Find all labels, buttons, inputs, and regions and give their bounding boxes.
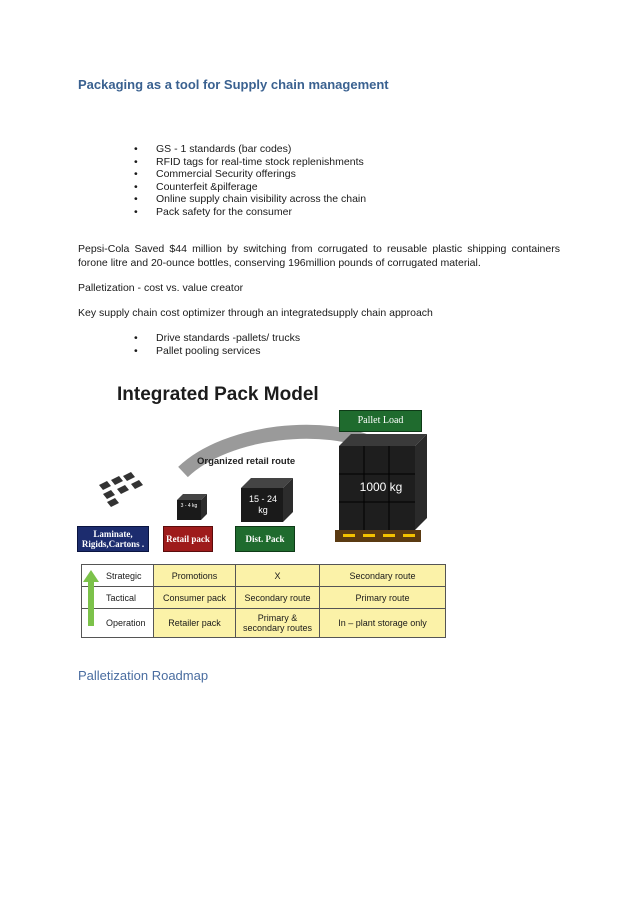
table-cell: Retailer pack <box>154 609 236 638</box>
table-cell: Consumer pack <box>154 587 236 609</box>
key-optimizer-line: Key supply chain cost optimizer through an integratedsupply chain approach <box>78 307 433 319</box>
bullet-item: • Counterfeit &pilferage <box>134 181 366 194</box>
table-cell: Promotions <box>154 565 236 587</box>
table-cell: Secondary route <box>236 587 320 609</box>
integrated-pack-model-figure <box>77 380 449 642</box>
pallet-load-label: Pallet Load <box>339 410 422 432</box>
up-arrow-icon <box>83 570 99 626</box>
table-row <box>82 565 446 587</box>
category-dist-pack: Dist. Pack <box>235 526 295 552</box>
category-laminate: Laminate, Rigids,Cartons . <box>77 526 149 552</box>
palletization-line: Palletization - cost vs. value creator <box>78 282 244 294</box>
bullet-item: • Commercial Security offerings <box>134 168 366 181</box>
table-cell: Strategic <box>82 565 154 587</box>
secondary-bullet-list <box>134 332 300 357</box>
category-retail-pack: Retail pack <box>163 526 213 552</box>
table-cell: Primary & secondary routes <box>236 609 320 638</box>
bullet-item: • RFID tags for real-time stock replenishments <box>134 156 366 169</box>
pack-level-table <box>81 564 446 638</box>
pepsi-paragraph: Pepsi-Cola Saved $44 million by switching from corrugated to reusable plastic shipping containers forone litre and 20-ounce bottles, conserving 196million pounds of corrugated material. <box>78 243 560 269</box>
bullet-item: • GS - 1 standards (bar codes) <box>134 143 366 156</box>
table-cell: Tactical <box>82 587 154 609</box>
table-cell: Primary route <box>320 587 446 609</box>
big-box-weight: 1000 kg <box>359 480 403 494</box>
bullet-item: • Online supply chain visibility across the chain <box>134 193 366 206</box>
figure-title: Integrated Pack Model <box>117 384 319 405</box>
small-box-weight: 3 - 4 kg <box>180 503 198 509</box>
medium-box-weight: 15 - 24 kg <box>248 494 278 515</box>
section-heading: Palletization Roadmap <box>78 668 209 683</box>
laminate-shapes <box>99 472 143 507</box>
bullet-item: • Pack safety for the consumer <box>134 206 366 219</box>
table-cell: In – plant storage only <box>320 609 446 638</box>
bullet-item: • Pallet pooling services <box>134 345 300 358</box>
table-row <box>82 587 446 609</box>
table-cell: Operation <box>82 609 154 638</box>
table-cell: X <box>236 565 320 587</box>
table-cell: Secondary route <box>320 565 446 587</box>
primary-bullet-list <box>134 143 366 219</box>
table-row <box>82 609 446 638</box>
bullet-item: • Drive standards -pallets/ trucks <box>134 332 300 345</box>
route-label: Organized retail route <box>197 456 296 467</box>
document-title: Packaging as a tool for Supply chain management <box>78 77 389 92</box>
